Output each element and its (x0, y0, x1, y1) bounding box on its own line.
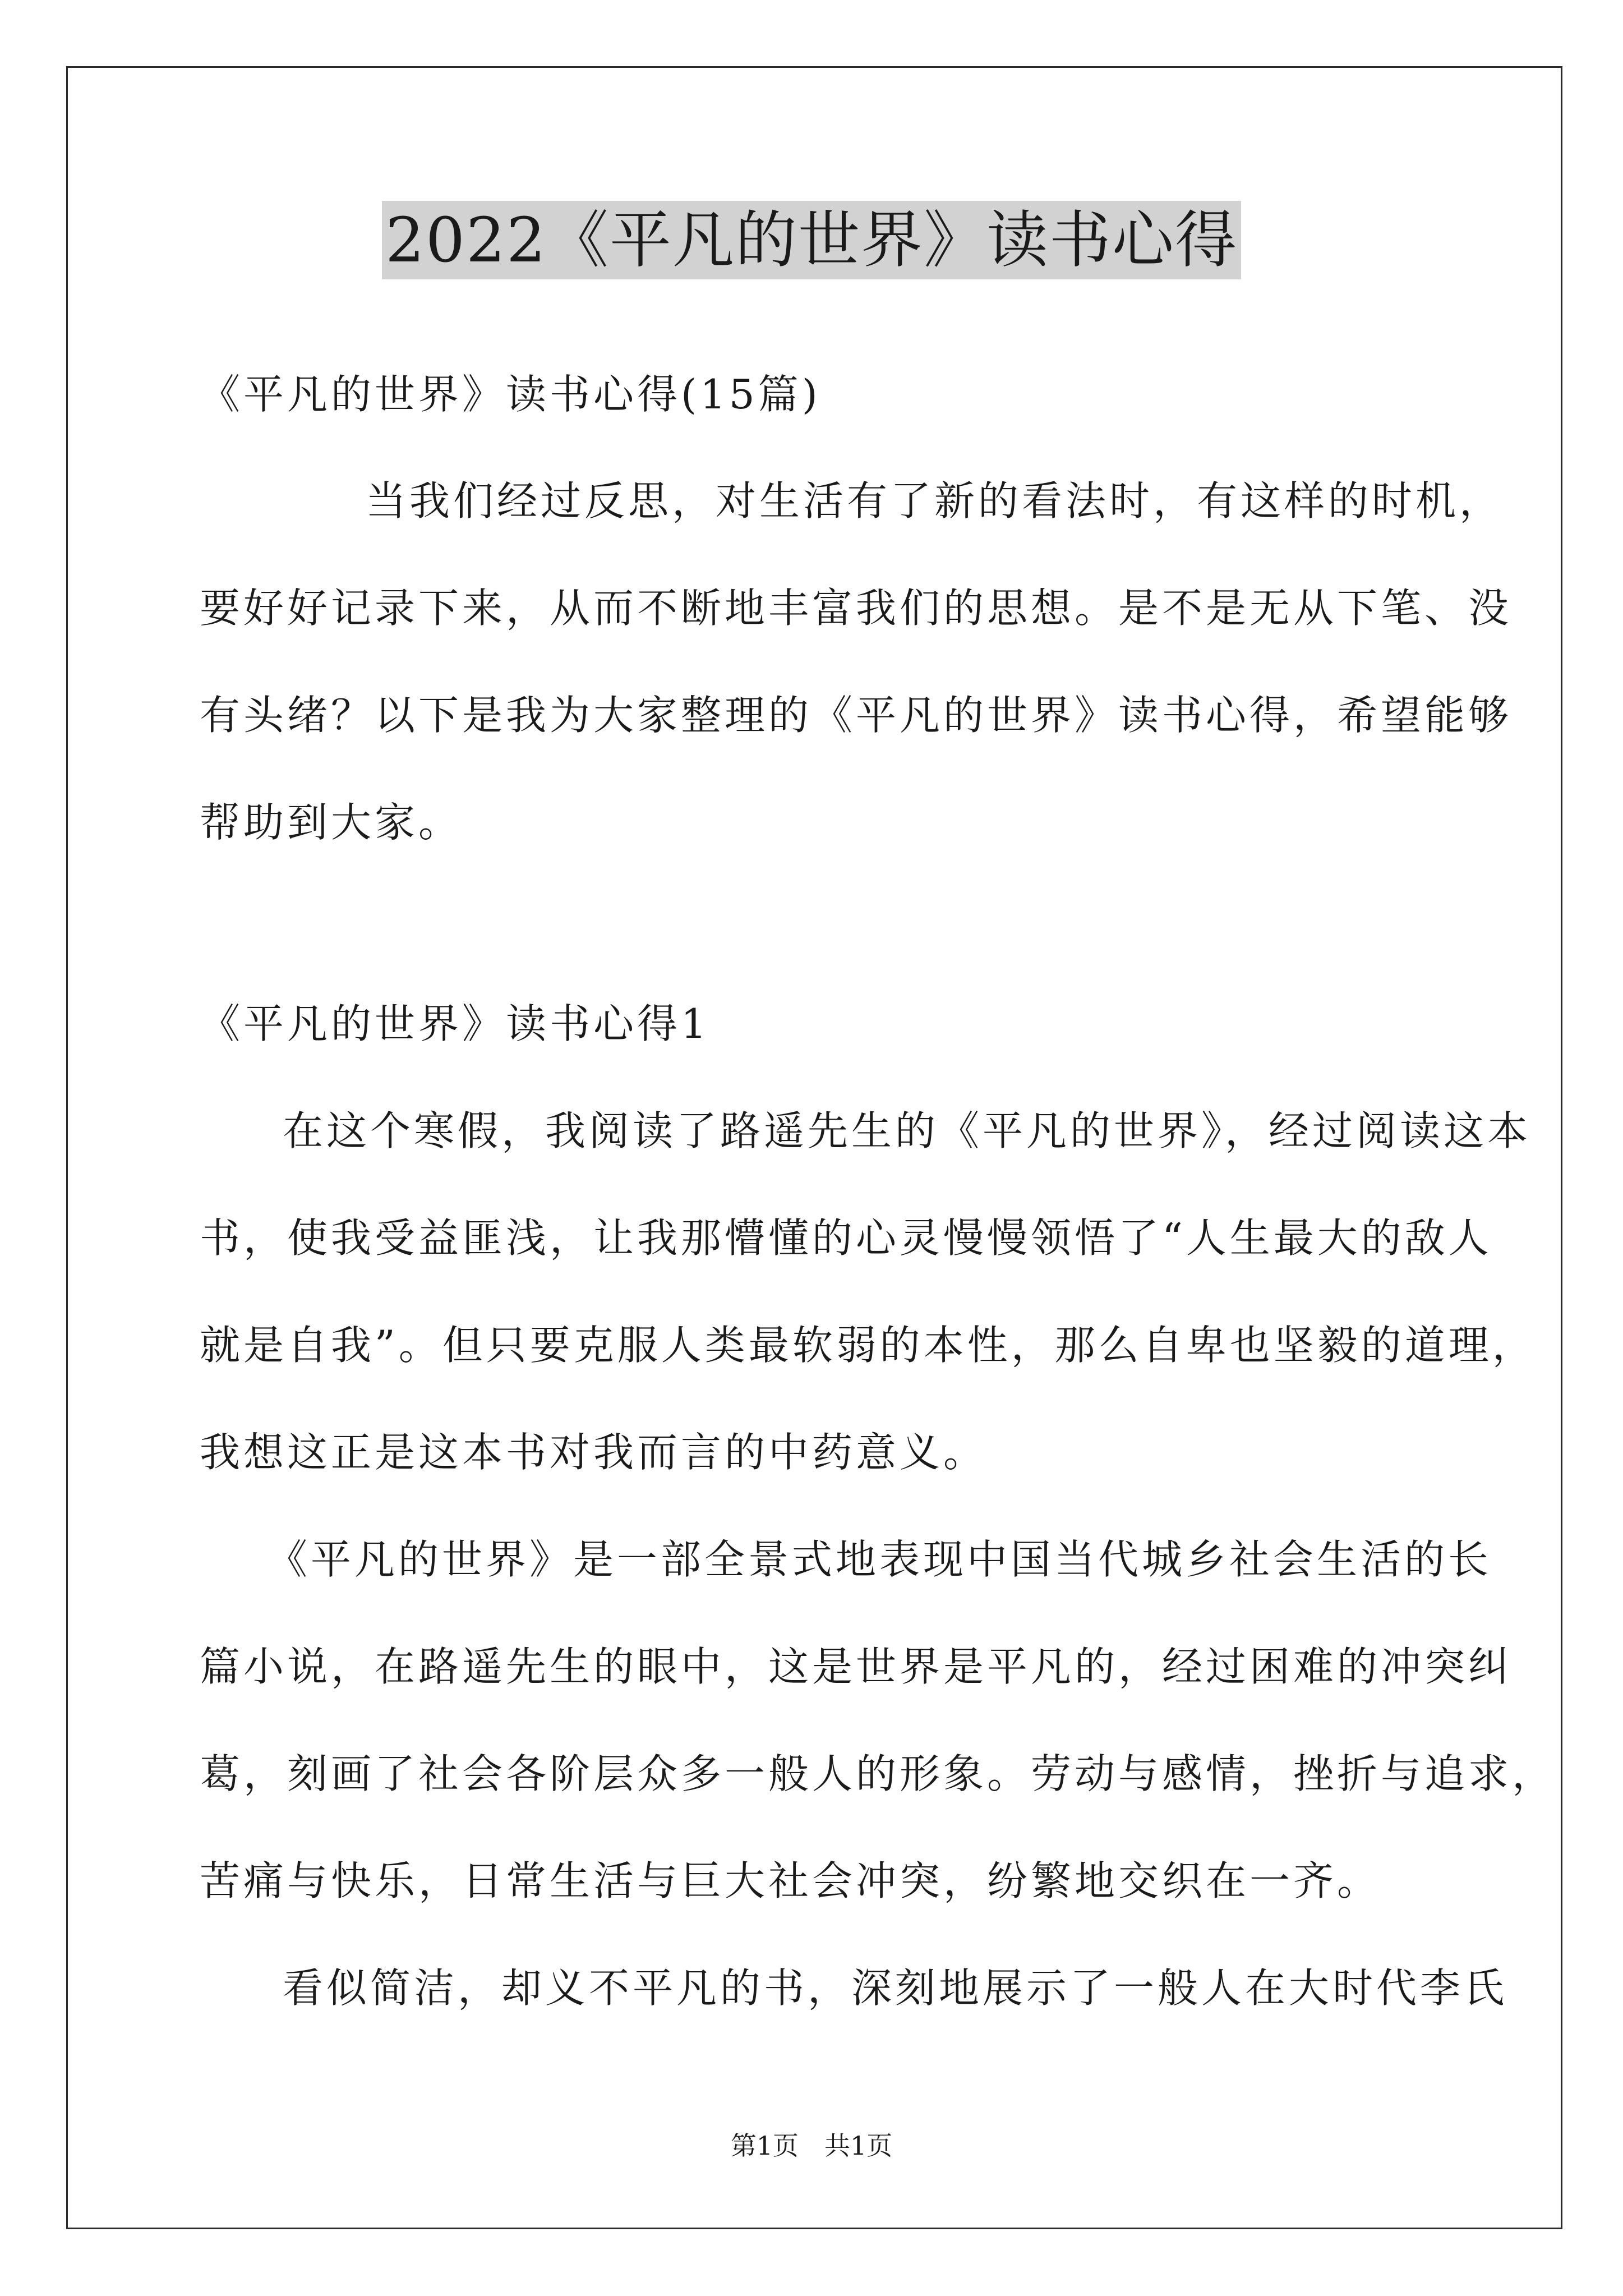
section-heading: 《平凡的世界》读书心得1 (200, 1000, 710, 1047)
title-container (0, 201, 1623, 279)
paragraph-line: 就是自我”。但只要克服人类最软弱的本性，那么自卑也坚毅的道理， (200, 1322, 1536, 1369)
intro-line: 要好好记录下来，从而不断地丰富我们的思想。是不是无从下笔、没 (200, 585, 1513, 632)
paragraph-line: 篇小说，在路遥先生的眼中，这是世界是平凡的，经过困难的冲突纠 (200, 1643, 1513, 1690)
paragraph-3 (200, 1935, 1508, 2042)
page-footer (0, 2129, 1623, 2162)
intro-line: 当我们经过反思，对生活有了新的看法时，有这样的时机， (366, 477, 1504, 524)
paragraph-line: 书，使我受益匪浅，让我那懵懂的心灵慢慢领悟了“人生最大的敌人 (200, 1214, 1492, 1262)
paragraph-1 (200, 1078, 1536, 1506)
intro-paragraph (200, 448, 1513, 876)
paragraph-line: 葛，刻画了社会各阶层众多一般人的形象。劳动与感情，挫折与追求， (200, 1750, 1556, 1797)
paragraph-line: 《平凡的世界》是一部全景式地表现中国当代城乡社会生活的长 (267, 1536, 1492, 1583)
paragraph-line: 在这个寒假，我阅读了路遥先生的《平凡的世界》，经过阅读这本 (283, 1107, 1532, 1154)
paragraph-line: 苦痛与快乐，日常生活与巨大社会冲突，纷繁地交织在一齐。 (200, 1857, 1381, 1904)
subtitle-block (200, 341, 1433, 448)
page-number: 第1页 共1页 (730, 2131, 893, 2161)
paragraph-line: 看似简洁，却义不平凡的书，深刻地展示了一般人在大时代李氏 (283, 1964, 1508, 2012)
intro-line: 有头绪？以下是我为大家整理的《平凡的世界》读书心得，希望能够 (200, 692, 1513, 739)
document-title: 2022《平凡的世界》读书心得 (382, 201, 1241, 279)
document-subtitle: 《平凡的世界》读书心得(15篇) (200, 371, 821, 418)
paragraph-2 (200, 1506, 1556, 1935)
intro-line: 帮助到大家。 (200, 799, 463, 846)
section-heading-block (200, 970, 1433, 1078)
paragraph-line: 我想这正是这本书对我而言的中药意义。 (200, 1429, 988, 1476)
